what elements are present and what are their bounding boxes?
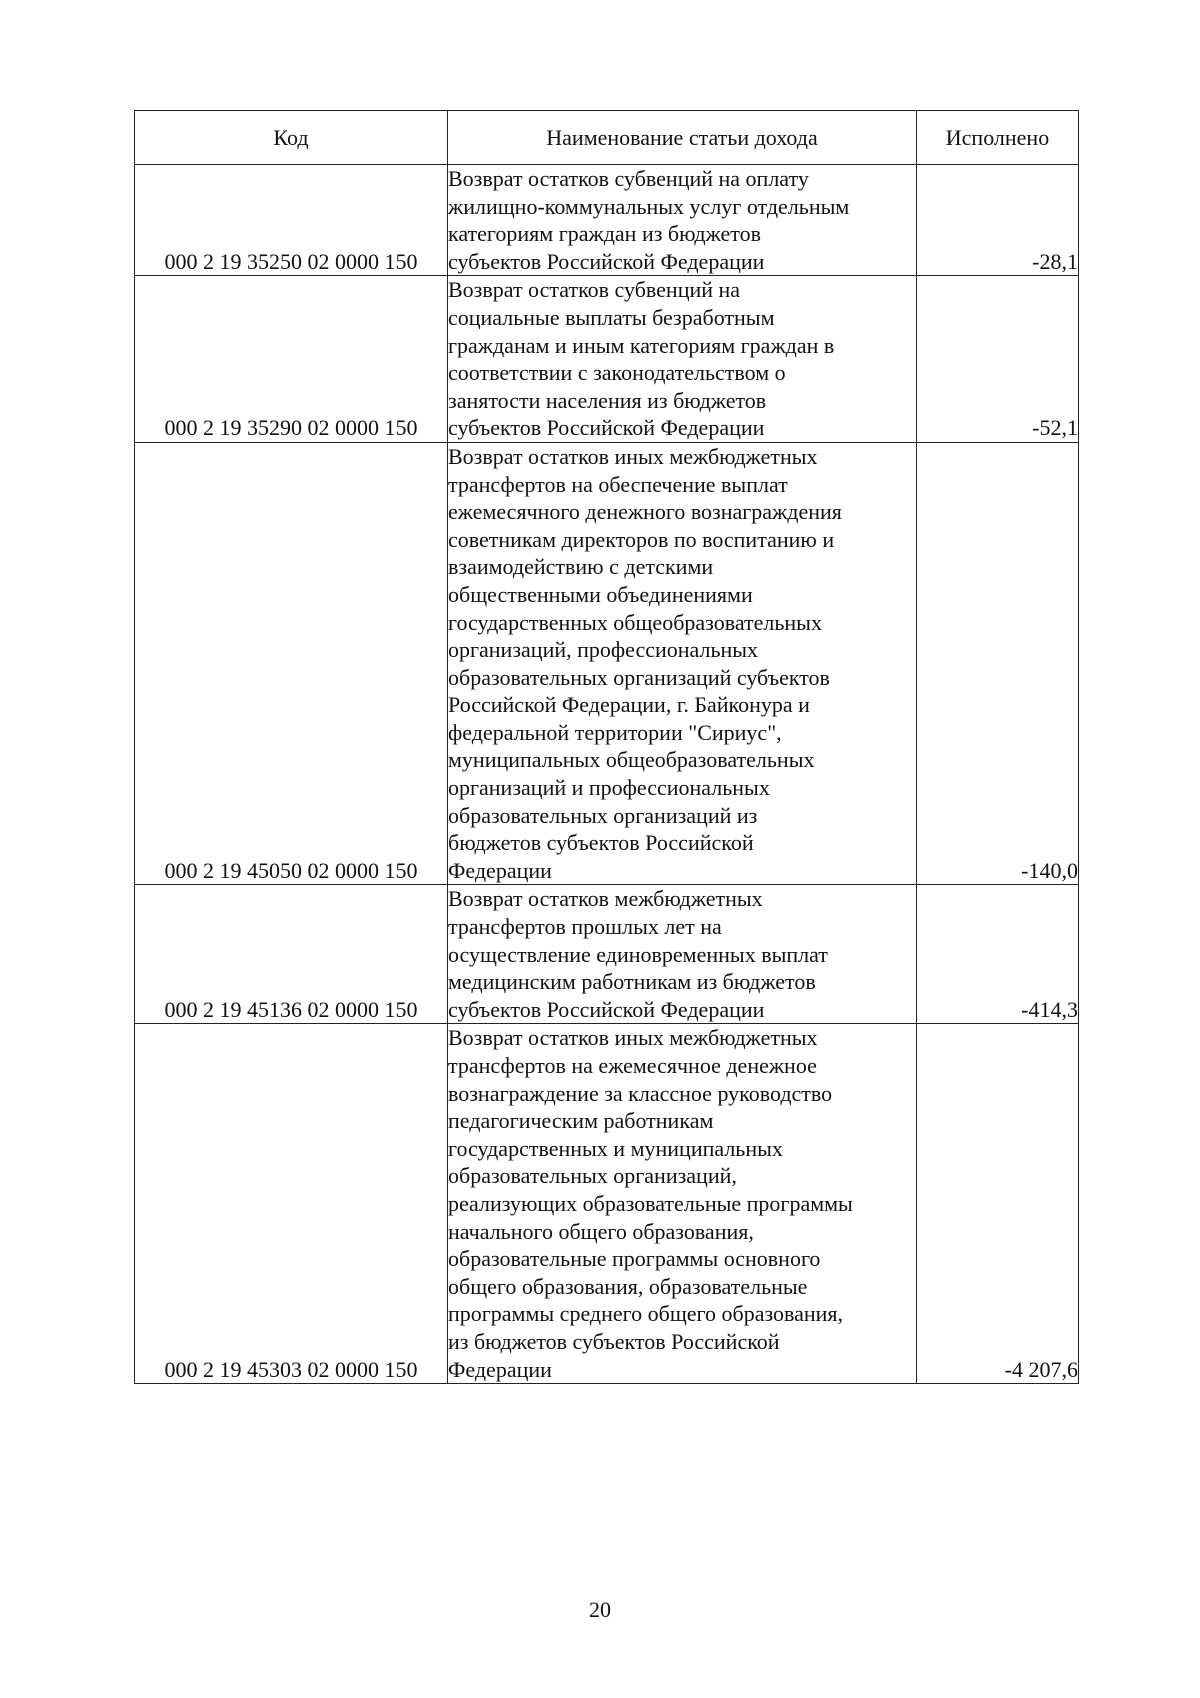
row-code: 000 2 19 45136 02 0000 150	[135, 885, 448, 1024]
row-name-line: общественными объединениями	[448, 581, 753, 607]
row-name-line: Федерации	[448, 1356, 552, 1382]
row-name-line: советникам директоров по воспитанию и	[448, 526, 835, 552]
page-number: 20	[589, 1597, 611, 1622]
row-name	[448, 885, 917, 1024]
row-name-line: соответствии с законодательством о	[448, 360, 786, 386]
table-row	[135, 276, 1079, 443]
row-name-line: субъектов Российской Федерации	[448, 996, 765, 1022]
row-code: 000 2 19 45050 02 0000 150	[135, 442, 448, 885]
header-name: Наименование статьи дохода	[448, 111, 917, 165]
row-name	[448, 1024, 917, 1384]
table-row	[135, 165, 1079, 276]
header-code: Код	[135, 111, 448, 165]
row-name-line: жилищно-коммунальных услуг отдельным	[448, 193, 850, 219]
row-name-line: начального общего образования,	[448, 1218, 754, 1244]
row-name-line: Возврат остатков субвенций на	[448, 277, 741, 303]
row-name-line: Возврат остатков иных межбюджетных	[448, 1025, 818, 1051]
header-executed: Исполнено	[917, 111, 1079, 165]
row-code: 000 2 19 45303 02 0000 150	[135, 1024, 448, 1384]
row-name	[448, 442, 917, 885]
row-name-line: из бюджетов субъектов Российской	[448, 1328, 780, 1354]
row-name-line: организаций и профессиональных	[448, 775, 770, 801]
row-name	[448, 276, 917, 443]
row-name-line: Возврат остатков межбюджетных	[448, 886, 763, 912]
row-name-line: федеральной территории "Сириус",	[448, 719, 782, 745]
row-name-line: образовательные программы основного	[448, 1246, 821, 1272]
row-name-line: ежемесячного денежного вознаграждения	[448, 499, 842, 525]
row-executed: -52,1	[917, 276, 1079, 443]
row-name-line: вознаграждение за классное руководство	[448, 1080, 833, 1106]
row-name-line: реализующих образовательные программы	[448, 1190, 853, 1216]
table-header-row	[135, 111, 1079, 165]
table-row	[135, 885, 1079, 1024]
row-name-line: образовательных организаций из	[448, 802, 758, 828]
row-executed: -28,1	[917, 165, 1079, 276]
row-name-line: субъектов Российской Федерации	[448, 248, 765, 274]
income-table	[134, 110, 1079, 1384]
row-name-line: образовательных организаций субъектов	[448, 664, 830, 690]
row-name-line: субъектов Российской Федерации	[448, 415, 765, 441]
row-code: 000 2 19 35250 02 0000 150	[135, 165, 448, 276]
row-name-line: социальные выплаты безработным	[448, 304, 775, 330]
row-executed: -414,3	[917, 885, 1079, 1024]
row-name	[448, 165, 917, 276]
table-body	[135, 165, 1079, 1384]
row-name-line: взаимодействию с детскими	[448, 554, 714, 580]
row-name-line: категориям граждан из бюджетов	[448, 221, 761, 247]
row-name-line: государственных и муниципальных	[448, 1135, 783, 1161]
row-executed: -4 207,6	[917, 1024, 1079, 1384]
row-name-line: образовательных организаций,	[448, 1163, 737, 1189]
row-name-line: организаций, профессиональных	[448, 637, 759, 663]
row-name-line: трансфертов на ежемесячное денежное	[448, 1053, 817, 1078]
row-name-line: занятости населения из бюджетов	[448, 387, 767, 413]
row-name-line: Российской Федерации, г. Байконура и	[448, 692, 810, 718]
table-row	[135, 1024, 1079, 1384]
row-name-line: Возврат остатков иных межбюджетных	[448, 443, 818, 469]
row-name-line: Федерации	[448, 857, 552, 883]
row-name-line: общего образования, образовательные	[448, 1273, 808, 1299]
row-code: 000 2 19 35290 02 0000 150	[135, 276, 448, 443]
row-name-line: осуществление единовременных выплат	[448, 941, 828, 967]
table-row	[135, 442, 1079, 885]
row-name-line: муниципальных общеобразовательных	[448, 747, 815, 773]
row-name-line: программы среднего общего образования,	[448, 1301, 844, 1327]
row-executed: -140,0	[917, 442, 1079, 885]
row-name-line: гражданам и иным категориям граждан в	[448, 332, 835, 358]
row-name-line: педагогическим работникам	[448, 1108, 714, 1134]
row-name-line: Возврат остатков субвенций на оплату	[448, 166, 809, 191]
row-name-line: бюджетов субъектов Российской	[448, 830, 754, 856]
row-name-line: государственных общеобразовательных	[448, 609, 822, 635]
row-name-line: трансфертов на обеспечение выплат	[448, 471, 788, 497]
row-name-line: медицинским работникам из бюджетов	[448, 969, 816, 995]
row-name-line: трансфертов прошлых лет на	[448, 914, 722, 940]
